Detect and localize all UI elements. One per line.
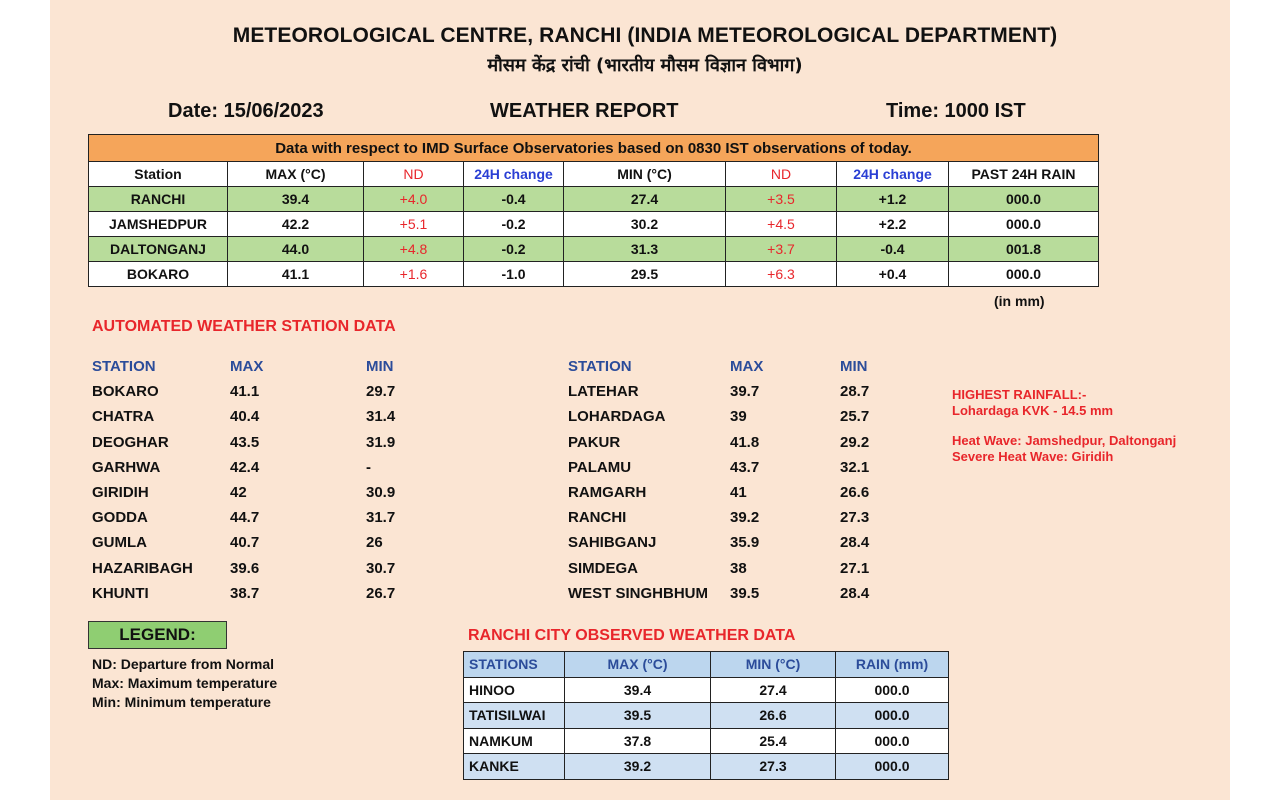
aws-max: 43.7 xyxy=(730,458,760,476)
nd-cell: +4.5 xyxy=(726,212,837,237)
table-row xyxy=(464,677,949,703)
column-header: 24H change xyxy=(837,162,949,187)
min-cell: 31.3 xyxy=(564,237,726,262)
rain-cell: 000.0 xyxy=(949,262,1099,287)
aws-min: 30.7 xyxy=(366,559,396,577)
list-item xyxy=(92,430,426,455)
list-item xyxy=(92,379,426,404)
aws-station: SAHIBGANJ xyxy=(568,534,657,552)
aws-header-station: STATION xyxy=(568,358,632,376)
aws-header-station: STATION xyxy=(92,358,156,376)
aws-min: 29.2 xyxy=(840,433,870,451)
column-header: ND xyxy=(364,162,464,187)
city-section-title: RANCHI CITY OBSERVED WEATHER DATA xyxy=(468,627,796,644)
aws-min: 26.6 xyxy=(840,484,870,502)
aws-station: SIMDEGA xyxy=(568,559,639,577)
list-item xyxy=(568,505,900,530)
min-cell: 27.4 xyxy=(564,187,726,212)
legend-list xyxy=(92,655,277,712)
column-header: ND xyxy=(726,162,837,187)
aws-min: 26 xyxy=(366,534,383,552)
max-cell: 39.2 xyxy=(565,754,711,780)
aws-station: GIRIDIH xyxy=(92,484,149,502)
station-cell: KANKE xyxy=(464,754,565,780)
list-item xyxy=(92,530,426,555)
station-cell: JAMSHEDPUR xyxy=(89,212,228,237)
aws-station: PAKUR xyxy=(568,433,621,451)
report-time: Time: 1000 IST xyxy=(886,100,1026,122)
aws-min: 31.4 xyxy=(366,408,396,426)
station-cell: TATISILWAI xyxy=(464,703,565,729)
list-item xyxy=(568,379,900,404)
aws-max: 38 xyxy=(730,559,747,577)
aws-station: PALAMU xyxy=(568,458,632,476)
nd-cell: +3.7 xyxy=(726,237,837,262)
list-item xyxy=(568,404,900,429)
list-item xyxy=(92,455,426,480)
max-cell: 41.1 xyxy=(228,262,364,287)
min-cell: 27.3 xyxy=(711,754,836,780)
min-cell: 29.5 xyxy=(564,262,726,287)
aws-max: 40.7 xyxy=(230,534,260,552)
list-item xyxy=(568,430,900,455)
change-cell: -0.2 xyxy=(464,237,564,262)
aws-header-max: MAX xyxy=(230,358,264,376)
change-cell: +1.2 xyxy=(837,187,949,212)
column-header: 24H change xyxy=(464,162,564,187)
table-row xyxy=(89,262,1099,287)
min-cell: 30.2 xyxy=(564,212,726,237)
legend-item: Max: Maximum temperature xyxy=(92,675,278,691)
aws-header-max: MAX xyxy=(730,358,764,376)
page-title: METEOROLOGICAL CENTRE, RANCHI (INDIA METEOROLOGICAL DEPARTMENT) xyxy=(232,24,1058,47)
max-cell: 39.4 xyxy=(565,677,711,703)
station-cell: RANCHI xyxy=(89,187,228,212)
aws-min: 31.7 xyxy=(366,509,396,527)
change-cell: -0.2 xyxy=(464,212,564,237)
aws-header-row xyxy=(92,354,426,379)
legend-title: LEGEND: xyxy=(88,621,227,649)
rain-cell: 000.0 xyxy=(836,703,949,729)
severe-heat-wave-note: Severe Heat Wave: Giridih xyxy=(952,449,1114,464)
max-cell: 39.4 xyxy=(228,187,364,212)
legend-item: Min: Minimum temperature xyxy=(92,694,271,710)
aws-min: 31.9 xyxy=(366,433,396,451)
aws-station: RAMGARH xyxy=(568,484,647,502)
column-header: MAX (°C) xyxy=(228,162,364,187)
rain-cell: 000.0 xyxy=(836,677,949,703)
aws-max: 40.4 xyxy=(230,408,260,426)
aws-max: 41.8 xyxy=(730,433,760,451)
aws-min: 32.1 xyxy=(840,458,870,476)
table-row xyxy=(464,703,949,729)
aws-station: DEOGHAR xyxy=(92,433,169,451)
highest-rainfall-label: HIGHEST RAINFALL:- xyxy=(952,387,1087,402)
column-header: STATIONS xyxy=(464,652,565,678)
aws-max: 39 xyxy=(730,408,747,426)
nd-cell: +6.3 xyxy=(726,262,837,287)
column-header: MIN (°C) xyxy=(711,652,836,678)
max-cell: 37.8 xyxy=(565,728,711,754)
nd-cell: +4.0 xyxy=(364,187,464,212)
table-row xyxy=(89,237,1099,262)
aws-min: 30.9 xyxy=(366,484,396,502)
station-cell: DALTONGANJ xyxy=(89,237,228,262)
aws-min: 27.3 xyxy=(840,509,870,527)
list-item xyxy=(92,480,426,505)
highest-rainfall-value: Lohardaga KVK - 14.5 mm xyxy=(952,403,1114,418)
list-item xyxy=(568,455,900,480)
surface-observatory-table xyxy=(88,134,1099,287)
aws-min: - xyxy=(366,458,371,476)
list-item xyxy=(92,404,426,429)
change-cell: +0.4 xyxy=(837,262,949,287)
rain-cell: 000.0 xyxy=(949,212,1099,237)
table-row xyxy=(89,187,1099,212)
report-title: WEATHER REPORT xyxy=(490,100,679,122)
table-row xyxy=(89,212,1099,237)
list-item xyxy=(92,556,426,581)
rain-unit-note: (in mm) xyxy=(994,293,1045,309)
station-cell: NAMKUM xyxy=(464,728,565,754)
aws-max: 38.7 xyxy=(230,584,260,602)
min-cell: 26.6 xyxy=(711,703,836,729)
page-title-hindi: मौसम केंद्र रांची (भारतीय मौसम विज्ञान विभाग) xyxy=(487,55,803,76)
aws-max: 44.7 xyxy=(230,509,260,527)
aws-max: 41 xyxy=(730,484,747,502)
aws-max: 39.2 xyxy=(730,509,760,527)
aws-min: 27.1 xyxy=(840,559,870,577)
max-cell: 42.2 xyxy=(228,212,364,237)
aws-min: 25.7 xyxy=(840,408,870,426)
aws-min: 28.7 xyxy=(840,383,870,401)
station-cell: BOKARO xyxy=(89,262,228,287)
aws-station: LOHARDAGA xyxy=(568,408,666,426)
table-row xyxy=(464,754,949,780)
aws-max: 43.5 xyxy=(230,433,260,451)
aws-header-row xyxy=(568,354,900,379)
max-cell: 39.5 xyxy=(565,703,711,729)
aws-max: 39.6 xyxy=(230,559,260,577)
max-cell: 44.0 xyxy=(228,237,364,262)
min-cell: 25.4 xyxy=(711,728,836,754)
aws-header-min: MIN xyxy=(366,358,394,376)
station-cell: HINOO xyxy=(464,677,565,703)
aws-right-list xyxy=(568,354,900,606)
aws-station: KHUNTI xyxy=(92,584,149,602)
list-item xyxy=(92,581,426,606)
change-cell: -1.0 xyxy=(464,262,564,287)
highlights-notes xyxy=(952,387,1176,465)
aws-max: 41.1 xyxy=(230,383,260,401)
aws-section-title: AUTOMATED WEATHER STATION DATA xyxy=(92,318,396,335)
aws-station: GUMLA xyxy=(92,534,147,552)
column-header: PAST 24H RAIN xyxy=(949,162,1099,187)
aws-header-min: MIN xyxy=(840,358,868,376)
column-header: Station xyxy=(89,162,228,187)
aws-max: 39.5 xyxy=(730,584,760,602)
list-item xyxy=(568,480,900,505)
ranchi-city-table xyxy=(463,651,949,780)
nd-cell: +1.6 xyxy=(364,262,464,287)
list-item xyxy=(568,556,900,581)
table-row xyxy=(464,728,949,754)
aws-station: GARHWA xyxy=(92,458,161,476)
table-banner: Data with respect to IMD Surface Observatories based on 0830 IST observations of today. xyxy=(89,135,1099,162)
aws-station: RANCHI xyxy=(568,509,627,527)
legend-item: ND: Departure from Normal xyxy=(92,656,275,672)
change-cell: -0.4 xyxy=(464,187,564,212)
aws-station: HAZARIBAGH xyxy=(92,559,193,577)
rain-cell: 000.0 xyxy=(836,728,949,754)
aws-left-list xyxy=(92,354,426,606)
aws-min: 26.7 xyxy=(366,584,396,602)
heat-wave-note: Heat Wave: Jamshedpur, Daltonganj xyxy=(952,433,1177,448)
column-header: MIN (°C) xyxy=(564,162,726,187)
aws-max: 35.9 xyxy=(730,534,760,552)
list-item xyxy=(568,530,900,555)
change-cell: +2.2 xyxy=(837,212,949,237)
aws-min: 28.4 xyxy=(840,534,870,552)
column-header: MAX (°C) xyxy=(565,652,711,678)
aws-station: BOKARO xyxy=(92,383,159,401)
min-cell: 27.4 xyxy=(711,677,836,703)
aws-station: CHATRA xyxy=(92,408,155,426)
rain-cell: 000.0 xyxy=(836,754,949,780)
aws-station: GODDA xyxy=(92,509,148,527)
aws-max: 39.7 xyxy=(730,383,760,401)
aws-max: 42 xyxy=(230,484,247,502)
nd-cell: +4.8 xyxy=(364,237,464,262)
report-date: Date: 15/06/2023 xyxy=(168,100,324,122)
list-item xyxy=(92,505,426,530)
aws-min: 28.4 xyxy=(840,584,870,602)
aws-max: 42.4 xyxy=(230,458,260,476)
aws-station: LATEHAR xyxy=(568,383,639,401)
nd-cell: +5.1 xyxy=(364,212,464,237)
rain-cell: 000.0 xyxy=(949,187,1099,212)
aws-min: 29.7 xyxy=(366,383,396,401)
aws-station: WEST SINGHBHUM xyxy=(568,584,708,602)
column-header: RAIN (mm) xyxy=(836,652,949,678)
nd-cell: +3.5 xyxy=(726,187,837,212)
list-item xyxy=(568,581,900,606)
rain-cell: 001.8 xyxy=(949,237,1099,262)
change-cell: -0.4 xyxy=(837,237,949,262)
